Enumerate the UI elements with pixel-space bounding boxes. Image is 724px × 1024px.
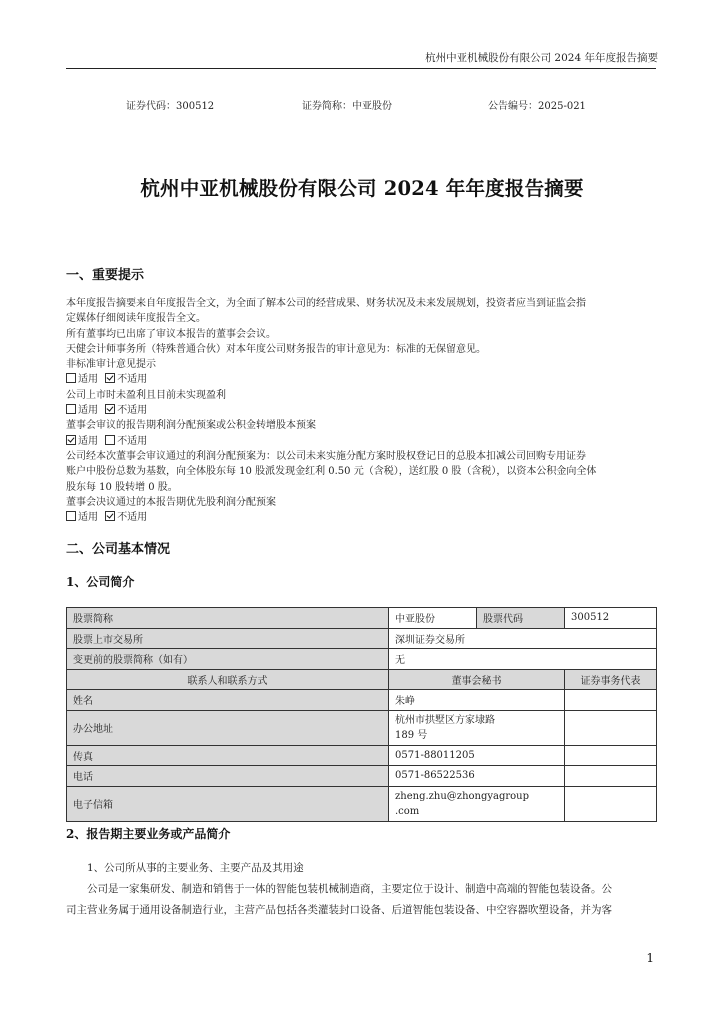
option-row-dividend: 适用 不适用 (66, 434, 658, 449)
table-value-cell: 无 (389, 649, 657, 670)
table-label-cell: 股票简称 (67, 608, 389, 629)
table-label-cell: 变更前的股票简称（如有） (67, 649, 389, 670)
table-row (67, 786, 657, 821)
document-title: 杭州中亚机械股份有限公司 2024 年年度报告摘要 (140, 177, 584, 200)
checkbox-checked-icon (105, 404, 115, 414)
notice-line-dividend: 董事会审议的报告期利润分配预案或公积金转增股本预案 (66, 420, 316, 432)
table-row (67, 628, 657, 649)
table-row (67, 608, 657, 629)
checkbox-checked-icon (105, 373, 115, 383)
announcement-number: 公告编号：2025-021 (488, 101, 586, 112)
table-label-cell: 传真 (67, 745, 389, 766)
table-label-cell: 办公地址 (67, 710, 389, 745)
table-value-cell: 0571-86522536 (389, 766, 565, 787)
option-row-audit: 适用 不适用 (66, 372, 658, 387)
subheading-company-profile: 1、公司简介 (66, 575, 135, 589)
table-value-cell (565, 745, 657, 766)
table-value-cell: 深圳证券交易所 (389, 628, 657, 649)
checkbox-checked-icon (66, 435, 76, 445)
email-line: zheng.zhu@zhongyagroup (395, 790, 530, 802)
table-label-cell: 股票代码 (477, 608, 565, 629)
section-heading-company-basics: 二、公司基本情况 (66, 542, 171, 557)
table-header-cell: 董事会秘书 (389, 669, 565, 690)
table-value-cell: 中亚股份 (389, 608, 477, 629)
page-number: 1 (646, 951, 654, 965)
table-value-cell (565, 690, 657, 711)
stock-name: 证券简称：中亚股份 (302, 101, 392, 112)
checkbox-empty-icon (66, 404, 76, 414)
notice-line: 天健会计师事务所（特殊普通合伙）对本年度公司财务报告的审计意见为：标准的无保留意见。 (66, 343, 486, 355)
table-header-cell: 证券事务代表 (565, 669, 657, 690)
table-row (67, 745, 657, 766)
subheading-main-business: 2、报告期主要业务或产品简介 (66, 827, 231, 841)
notice-line-profit: 公司上市时未盈利且目前未实现盈利 (66, 389, 226, 401)
important-notice-body (66, 296, 658, 525)
table-value-cell: 300512 (565, 608, 657, 629)
table-value-cell (389, 710, 565, 745)
email-line: .com (395, 805, 420, 817)
notice-line-preferred: 董事会决议通过的本报告期优先股利润分配预案 (66, 496, 276, 508)
checkbox-empty-icon (66, 373, 76, 383)
table-value-cell (389, 786, 565, 821)
checkbox-checked-icon (105, 511, 115, 521)
business-section-body (66, 858, 658, 921)
table-value-cell (565, 710, 657, 745)
table-label-cell: 电子信箱 (67, 786, 389, 821)
section-heading-important-notice: 一、重要提示 (66, 268, 145, 283)
table-value-cell (565, 786, 657, 821)
table-row (67, 766, 657, 787)
table-label-cell: 股票上市交易所 (67, 628, 389, 649)
table-row (67, 669, 657, 690)
stock-code: 证券代码：300512 (126, 101, 215, 112)
dividend-line: 公司经本次董事会审议通过的利润分配预案为：以公司未来实施分配方案时股权登记日的总股本扣减公司回购专用证券 (66, 450, 586, 462)
table-label-cell: 电话 (67, 766, 389, 787)
notice-line: 非标准审计意见提示 (66, 359, 156, 371)
notice-line: 所有董事均已出席了审议本报告的董事会会议。 (66, 328, 276, 340)
company-info-table (66, 607, 657, 822)
table-label-cell: 姓名 (67, 690, 389, 711)
table-value-cell: 0571-88011205 (389, 745, 565, 766)
dividend-line: 账户中股份总数为基数，向全体股东每 10 股派发现金红利 0.50 元（含税），送红股 0 股（含税），以资本公积金向全体 (66, 466, 597, 478)
notice-line: 定媒体仔细阅读年度报告全文。 (66, 313, 206, 325)
business-text-line: 司主营业务属于通用设备制造行业，主营产品包括各类灌装封口设备、后道智能包装设备、中空容器吹塑设备，并为客 (66, 904, 612, 916)
business-intro-line: 1、公司所从事的主要业务、主要产品及其用途 (87, 862, 304, 874)
table-value-cell: 朱峥 (389, 690, 565, 711)
dividend-line: 股东每 10 股转增 0 股。 (66, 481, 178, 493)
running-header: 杭州中亚机械股份有限公司 2024 年年度报告摘要 (425, 52, 658, 64)
table-row (67, 710, 657, 745)
checkbox-empty-icon (66, 511, 76, 521)
table-row (67, 649, 657, 670)
table-value-cell (565, 766, 657, 787)
option-row-preferred: 适用 不适用 (66, 510, 658, 525)
header-rule (66, 68, 656, 69)
business-text-line: 公司是一家集研发、制造和销售于一体的智能包装机械制造商，主要定位于设计、制造中高端的智能包装设备。公 (87, 883, 612, 895)
notice-line: 本年度报告摘要来自年度报告全文，为全面了解本公司的经营成果、财务状况及未来发展规划，投资者应当到证监会指 (66, 298, 586, 309)
table-header-cell: 联系人和联系方式 (67, 669, 389, 690)
option-row-profit: 适用 不适用 (66, 403, 658, 418)
table-row (67, 690, 657, 711)
checkbox-empty-icon (105, 435, 115, 445)
address-line: 杭州市拱墅区方家埭路 (395, 714, 495, 726)
address-line: 189 号 (395, 729, 428, 741)
